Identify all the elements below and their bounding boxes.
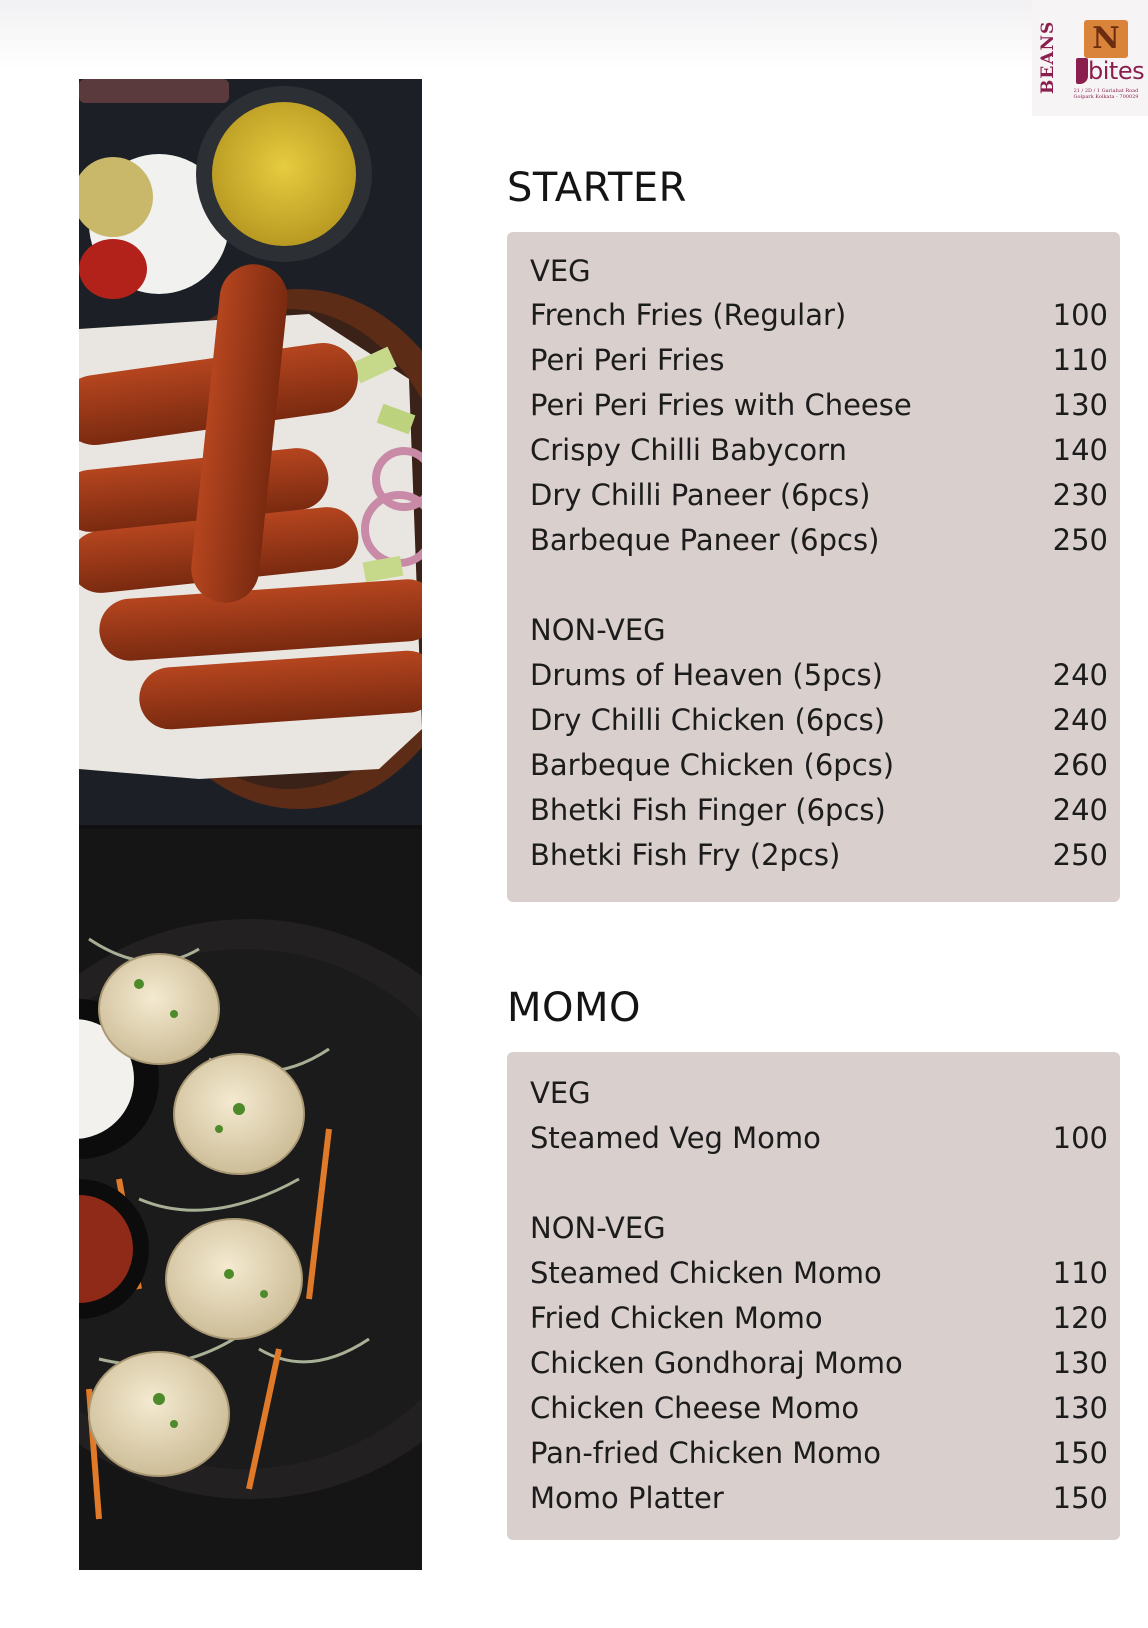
logo-bites-text: bites — [1088, 57, 1145, 85]
logo-beans-text: BEANS — [1038, 20, 1058, 94]
item-price: 240 — [1052, 658, 1108, 692]
starter-menu-panel — [507, 232, 1120, 902]
logo-b-mark — [1076, 58, 1088, 84]
food-photo-illustration — [79, 79, 422, 1570]
item-price: 260 — [1052, 748, 1108, 782]
item-price: 240 — [1052, 793, 1108, 827]
item-price: 130 — [1052, 1346, 1108, 1380]
menu-item — [530, 1432, 1120, 1474]
menu-item — [530, 384, 1120, 426]
item-price: 240 — [1052, 703, 1108, 737]
item-name: Barbeque Paneer (6pcs) — [530, 523, 880, 557]
item-price: 250 — [1052, 523, 1108, 557]
menu-item — [530, 474, 1120, 516]
starter-title: STARTER — [507, 165, 687, 211]
item-name: Steamed Chicken Momo — [530, 1256, 882, 1290]
menu-item — [530, 1297, 1120, 1339]
item-name: Bhetki Fish Finger (6pcs) — [530, 793, 886, 827]
menu-item — [530, 429, 1120, 471]
item-price: 100 — [1052, 1121, 1108, 1155]
item-name: Peri Peri Fries with Cheese — [530, 388, 912, 422]
logo-n-mark: N — [1084, 20, 1128, 58]
item-price: 230 — [1052, 478, 1108, 512]
item-price: 100 — [1052, 298, 1108, 332]
food-photo-strip — [79, 79, 422, 1570]
momo-menu-panel — [507, 1052, 1120, 1540]
menu-item — [530, 1477, 1120, 1519]
item-name: Crispy Chilli Babycorn — [530, 433, 847, 467]
item-name: Drums of Heaven (5pcs) — [530, 658, 883, 692]
menu-item — [530, 1117, 1120, 1159]
item-price: 140 — [1052, 433, 1108, 467]
item-name: Bhetki Fish Fry (2pcs) — [530, 838, 841, 872]
item-name: Fried Chicken Momo — [530, 1301, 823, 1335]
veg-heading-label: VEG — [530, 254, 591, 288]
item-name: French Fries (Regular) — [530, 298, 847, 332]
nonveg-heading-label: NON-VEG — [530, 1211, 666, 1245]
menu-item — [530, 339, 1120, 381]
item-name: Barbeque Chicken (6pcs) — [530, 748, 895, 782]
item-price: 110 — [1052, 343, 1108, 377]
item-name: Dry Chilli Chicken (6pcs) — [530, 703, 886, 737]
item-price: 150 — [1052, 1436, 1108, 1470]
momo-title: MOMO — [507, 985, 641, 1031]
nonveg-heading-label: NON-VEG — [530, 613, 666, 647]
menu-item — [530, 1387, 1120, 1429]
menu-item — [530, 1342, 1120, 1384]
menu-item — [530, 834, 1120, 876]
menu-item — [530, 744, 1120, 786]
item-price: 150 — [1052, 1481, 1108, 1515]
starter-veg-heading — [530, 250, 1120, 292]
item-price: 120 — [1052, 1301, 1108, 1335]
menu-item — [530, 519, 1120, 561]
logo-address: 21 / 2D / 1 Gariahat Road Golpark Kolkata - 700029 — [1073, 88, 1139, 100]
menu-item — [530, 789, 1120, 831]
item-name: Momo Platter — [530, 1481, 724, 1515]
item-price: 130 — [1052, 388, 1108, 422]
item-name: Chicken Gondhoraj Momo — [530, 1346, 903, 1380]
item-name: Peri Peri Fries — [530, 343, 725, 377]
item-name: Pan-fried Chicken Momo — [530, 1436, 882, 1470]
item-price: 130 — [1052, 1391, 1108, 1425]
momo-veg-heading — [530, 1072, 1120, 1114]
starter-nonveg-heading — [530, 609, 1120, 651]
veg-heading-label: VEG — [530, 1076, 591, 1110]
menu-item — [530, 1252, 1120, 1294]
item-name: Dry Chilli Paneer (6pcs) — [530, 478, 871, 512]
item-price: 250 — [1052, 838, 1108, 872]
top-background — [0, 0, 1148, 70]
item-name: Steamed Veg Momo — [530, 1121, 821, 1155]
momo-nonveg-heading — [530, 1207, 1120, 1249]
menu-item — [530, 654, 1120, 696]
menu-item — [530, 699, 1120, 741]
menu-item — [530, 294, 1120, 336]
item-price: 110 — [1052, 1256, 1108, 1290]
restaurant-logo — [1032, 0, 1148, 116]
item-name: Chicken Cheese Momo — [530, 1391, 860, 1425]
